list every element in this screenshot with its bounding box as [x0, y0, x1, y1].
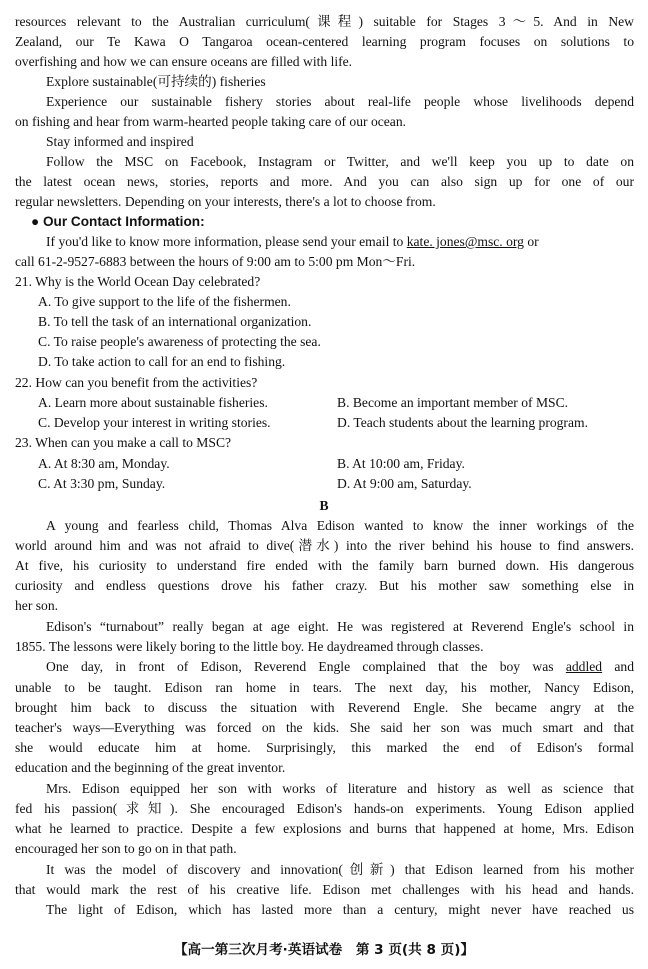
question-21-option-a: A. To give support to the life of the fishermen.	[38, 294, 291, 309]
passage-line: that would mark the rest of his creative life. Edison met challenges with his head and hands.	[15, 882, 634, 897]
passage-line: 1855. The lessons were likely boring to the little boy. He daydreamed through classes.	[15, 639, 484, 654]
passage-line: teacher's ways—Everything was forced on the kids. She said her son was much smart and that	[15, 720, 634, 735]
passage-line: curiosity and endless questions drove his father crazy. But his mother saw something else in	[15, 578, 634, 593]
passage-line: At five, his curiosity to understand fire ended with the family barn burned down. His dangerous	[15, 558, 634, 573]
question-23-option-c: C. At 3:30 pm, Sunday.	[38, 476, 166, 491]
passage-line: world around him and was not afraid to dive(潜水) into the river behind his house to find answers.	[15, 538, 634, 553]
question-22-option-d: D. Teach students about the learning program.	[337, 415, 588, 430]
passage-line: Zealand, our Te Kawa O Tangaroa ocean-centered learning program focuses on solutions to	[15, 34, 634, 49]
passage-line: fed his passion(求知). She encouraged Edison's hands-on experiments. Young Edison applied	[15, 801, 634, 816]
passage-line: The light of Edison, which has lasted more than a century, might never have reached us	[46, 902, 634, 917]
passage-line: education and the beginning of the great inventor.	[15, 760, 286, 775]
question-21-option-d: D. To take action to call for an end to fishing.	[38, 354, 286, 369]
email-link[interactable]: kate. jones@msc. org	[406, 234, 524, 249]
contact-line	[0, 232, 648, 252]
passage-line: Experience our sustainable fishery stories about real-life people whose livelihoods depend	[46, 94, 634, 109]
question-22-options-row	[0, 393, 648, 413]
passage-line: Mrs. Edison equipped her son with works of literature and history as well as science that	[46, 781, 634, 796]
question-23-options-row	[0, 474, 648, 494]
passage-line: on fishing and hear from warm-hearted people taking care of our ocean.	[15, 114, 407, 129]
page-footer: 【高一第三次月考·英语试卷 第 3 页(共 8 页)】	[173, 942, 475, 958]
passage-line: unable to be taught. Edison ran home in tears. The next day, his mother, Nancy Edison,	[15, 680, 634, 695]
subheading-sustainable-fisheries: Explore sustainable(可持续的) fisheries	[46, 74, 266, 89]
passage-line: the latest ocean news, stories, reports and more. And you can also sign up for one of our	[15, 174, 634, 189]
contact-text: If you'd like to know more information, please send your email to	[46, 234, 407, 249]
question-22-option-b: B. Become an important member of MSC.	[337, 395, 569, 410]
passage-text: and	[602, 659, 634, 674]
question-23-option-a: A. At 8:30 am, Monday.	[38, 456, 170, 471]
section-b-label: B	[319, 498, 329, 513]
passage-line: Edison's “turnabout” really began at age eight. He was registered at Reverend Engle's school in	[46, 619, 634, 634]
subheading-stay-informed: Stay informed and inspired	[46, 134, 194, 149]
passage-line: A young and fearless child, Thomas Alva Edison wanted to know the inner workings of the	[46, 518, 634, 533]
passage-line: what he learned to practice. Despite a few explosions and burns that happened at home, Mrs. Edison	[15, 821, 634, 836]
question-22-option-a: A. Learn more about sustainable fisheries.	[38, 395, 268, 410]
question-21-option-c: C. To raise people's awareness of protecting the sea.	[38, 334, 321, 349]
question-23-option-d: D. At 9:00 am, Saturday.	[337, 476, 472, 491]
underlined-word-addled: addled	[565, 659, 603, 674]
contact-line: call 61-2-9527-6883 between the hours of 9:00 am to 5:00 pm Mon～Fri.	[15, 254, 416, 269]
passage-line: she would educate him at home. Surprisingly, this marked the end of Edison's formal	[15, 740, 634, 755]
passage-line: her son.	[15, 598, 59, 613]
question-22-option-c: C. Develop your interest in writing stories.	[38, 415, 271, 430]
question-23-options-row	[0, 454, 648, 474]
passage-line	[0, 657, 648, 677]
passage-line: Follow the MSC on Facebook, Instagram or Twitter, and we'll keep you up to date on	[46, 154, 634, 169]
question-21-option-b: B. To tell the task of an international organization.	[38, 314, 312, 329]
question-21-stem: 21. Why is the World Ocean Day celebrated?	[15, 274, 261, 289]
question-22-options-row	[0, 413, 648, 433]
question-23-option-b: B. At 10:00 am, Friday.	[337, 456, 465, 471]
question-22-stem: 22. How can you benefit from the activities?	[15, 375, 258, 390]
question-23-stem: 23. When can you make a call to MSC?	[15, 435, 232, 450]
passage-line: overfishing and how we can ensure oceans are filled with life.	[15, 54, 353, 69]
passage-line: regular newsletters. Depending on your interests, there's a lot to choose from.	[15, 194, 436, 209]
passage-line: It was the model of discovery and innovation(创新) that Edison learned from his mother	[46, 862, 634, 877]
contact-text: or	[523, 234, 539, 249]
contact-heading: ● Our Contact Information:	[31, 214, 205, 229]
passage-line: encouraged her son to go on in that path.	[15, 841, 237, 856]
passage-line: brought him back to discuss the situation with Reverend Engle. She became angry at the	[15, 700, 634, 715]
passage-text: One day, in front of Edison, Reverend Engle complained that the boy was	[46, 659, 566, 674]
passage-line: resources relevant to the Australian curriculum(课程) suitable for Stages 3～5. And in New	[15, 14, 634, 29]
